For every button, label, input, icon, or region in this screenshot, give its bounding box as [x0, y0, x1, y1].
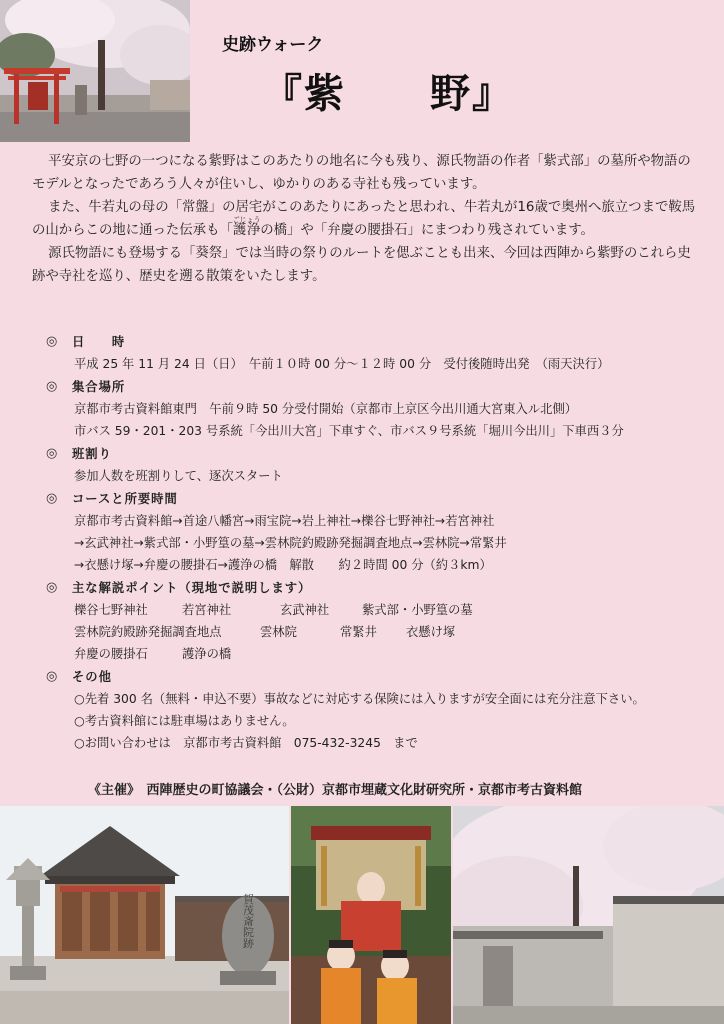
bullet-mark: ◎ — [46, 334, 58, 349]
other-line-2: ○考古資料館には駐車場はありません。 — [74, 714, 295, 728]
intro-paragraph-1: 平安京の七野の一つになる紫野はこのあたりの地名に今も残り、源氏物語の作者「紫式部」の墓所や物語のモデルとなったであろう人々が住いし、ゆかりのある寺社も残っています。 — [32, 154, 691, 192]
point-item: 雲林院釣殿跡発掘調査地点 — [74, 625, 222, 639]
section-label: 日 時 — [72, 335, 126, 349]
groups-line: 参加人数を班割りして、逐次スタート — [74, 469, 283, 483]
section-datetime-heading — [46, 331, 706, 353]
section-label: 主な解説ポイント（現地で説明します） — [72, 581, 312, 595]
points-row-2 — [74, 621, 706, 643]
cherry-wall-photo — [453, 806, 724, 1024]
bottom-photo-strip — [0, 806, 724, 1024]
section-groups-heading — [46, 443, 706, 465]
bullet-mark: ◎ — [46, 379, 58, 394]
point-item: 護浄の橋 — [182, 647, 232, 661]
meeting-line-1: 京都市考古資料館東門 午前９時 50 分受付開始（京都市上京区今出川通大宮東入ル北側） — [74, 402, 578, 416]
section-label: 班割り — [72, 447, 112, 461]
course-line-3: →衣懸け塚→弁慶の腰掛石→護浄の橋 解散 約２時間 00 分（約３km） — [74, 558, 492, 572]
section-label: コースと所要時間 — [72, 492, 178, 506]
event-subtitle: 史跡ウォーク — [222, 35, 324, 55]
course-line-1: 京都市考古資料館→首途八幡宮→雨宝院→岩上神社→櫟谷七野神社→若宮神社 — [74, 514, 495, 528]
bullet-mark: ◎ — [46, 580, 58, 595]
point-item: 常緊井 — [340, 625, 377, 639]
point-item: 櫟谷七野神社 — [74, 603, 148, 617]
intro-p2-part-a: また、牛若丸の母の「常盤」の居宅がこのあたりにあったと思われ、牛若丸が16歳で奥州へ旅立つまで鞍馬の山からこの地に通った伝承も「 — [32, 200, 696, 238]
intro-p2-part-b: の橋」や「弁慶の腰掛石」にまつわり残されています。 — [260, 223, 594, 238]
point-item: 雲林院 — [260, 625, 297, 639]
section-label: その他 — [72, 670, 112, 684]
section-points-heading — [46, 577, 706, 599]
other-line-1: ○先着 300 名（無料・申込不要）事故などに対応する保険には入りますが安全面には充分注意下さい。 — [74, 692, 645, 706]
intro-paragraph-2 — [32, 196, 696, 242]
section-label: 集合場所 — [72, 380, 126, 394]
organizer-line: 《主催》 西陣歴史の町協議会・（公財）京都市埋蔵文化財研究所・京都市考古資料館 — [88, 783, 583, 798]
ruby-text: ごじょう — [232, 216, 261, 224]
ruby-gojo — [232, 216, 261, 238]
meeting-line-2: 市バス 59・201・203 号系統「今出川大宮」下車すぐ、市バス９号系統「堀川今出川」下車西３分 — [74, 424, 624, 438]
points-row-3 — [74, 643, 706, 665]
bullet-mark: ◎ — [46, 446, 58, 461]
point-item: 玄武神社 — [280, 603, 330, 617]
event-title: 『紫 野』 — [262, 71, 514, 117]
temple-photo — [0, 806, 289, 1024]
aoi-festival-photo — [291, 806, 451, 1024]
stone-inscription: 賀茂斎院跡 — [241, 893, 255, 949]
course-line-2: →玄武神社→紫式部・小野篁の墓→雲林院釣殿跡発掘調査地点→雲林院→常緊井 — [74, 536, 507, 550]
point-item: 弁慶の腰掛石 — [74, 647, 148, 661]
intro-paragraph-3: 源氏物語にも登場する「葵祭」では当時の祭りのルートを偲ぶことも出来、今回は西陣から紫野のこれら史跡や寺社を巡り、歴史を遡る散策をいたします。 — [32, 246, 691, 284]
section-meeting-heading — [46, 376, 706, 398]
section-course-heading — [46, 488, 706, 510]
intro-text — [32, 150, 696, 288]
point-item: 衣懸け塚 — [406, 625, 456, 639]
other-line-3: ○お問い合わせは 京都市考古資料館 075-432-3245 まで — [74, 736, 418, 750]
event-details — [46, 330, 706, 754]
bullet-mark: ◎ — [46, 491, 58, 506]
point-item: 紫式部・小野篁の墓 — [362, 603, 473, 617]
ruby-base: 護浄 — [232, 223, 261, 238]
bullet-mark: ◎ — [46, 669, 58, 684]
points-list — [46, 599, 706, 665]
points-row-1 — [74, 599, 706, 621]
datetime-line: 平成 25 年 11 月 24 日（日） 午前１０時 00 分〜１２時 00 分 受付後随時出発 （雨天決行） — [74, 357, 610, 371]
shrine-cherry-photo — [0, 0, 190, 142]
section-other-heading — [46, 666, 706, 688]
point-item: 若宮神社 — [182, 603, 232, 617]
